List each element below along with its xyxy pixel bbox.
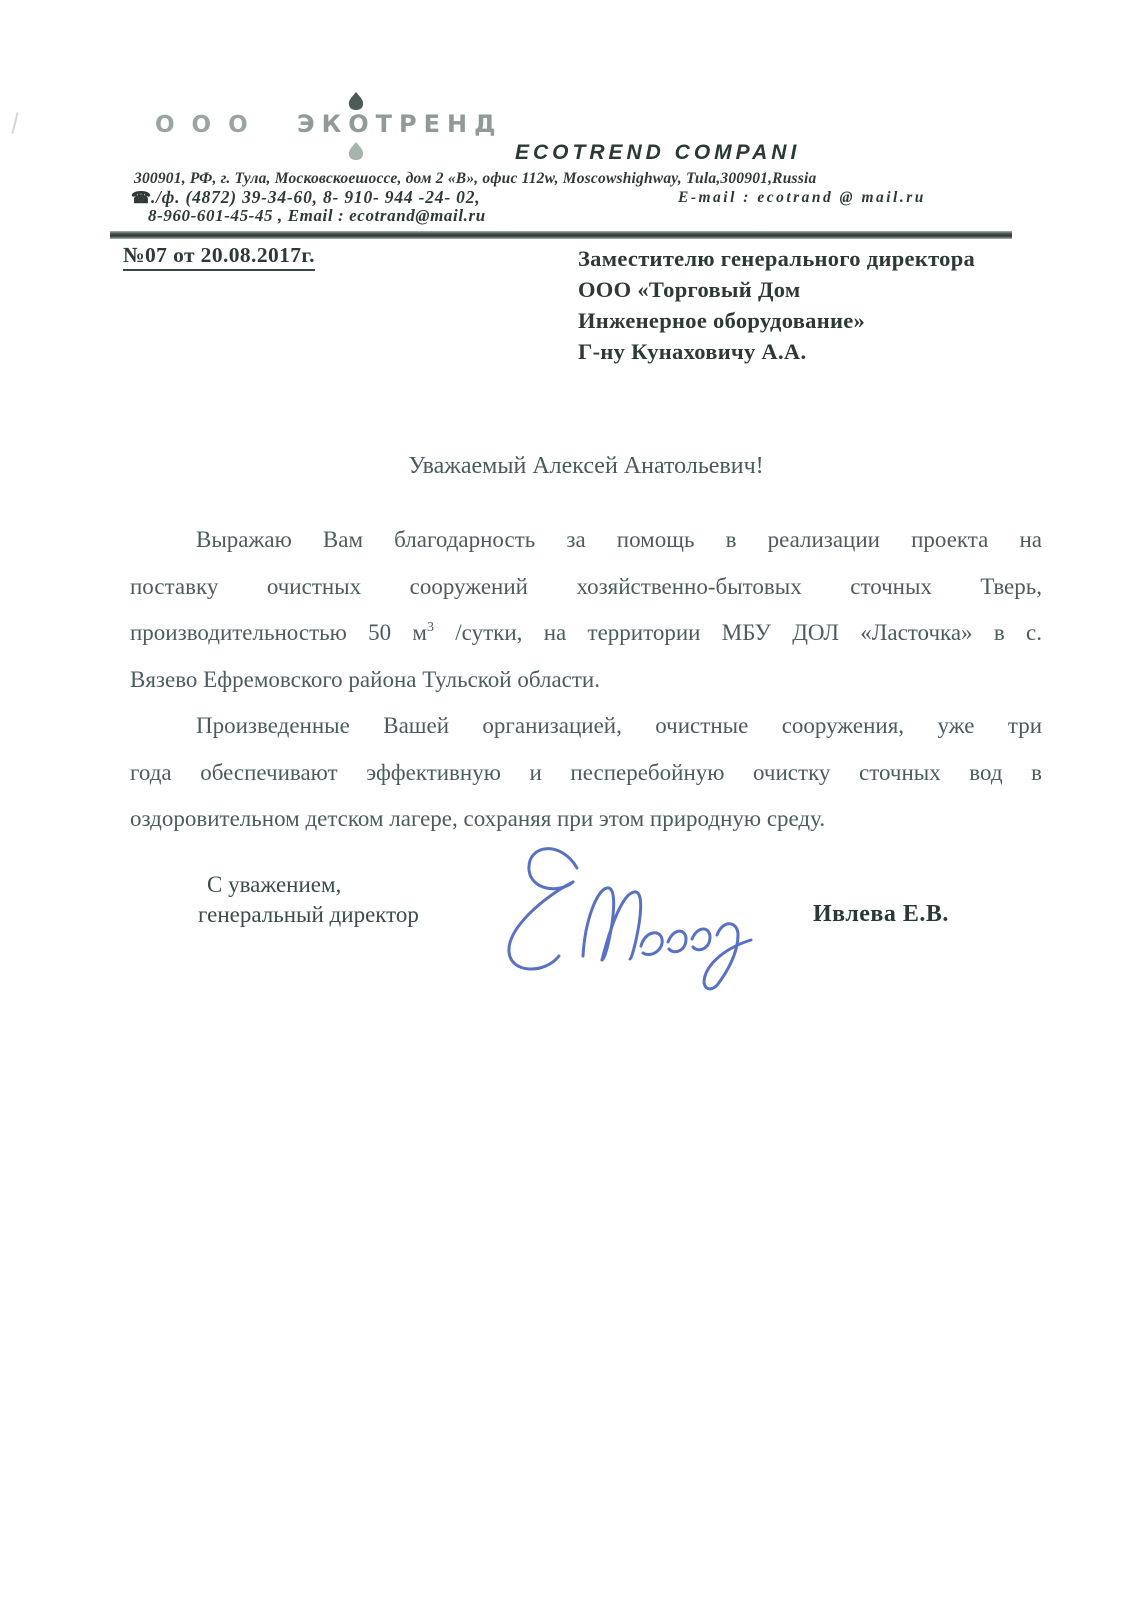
- company-name-en: ECOTREND COMPANI: [515, 141, 801, 164]
- handwritten-signature: [455, 832, 765, 997]
- recipient-line: Заместителю генерального директора: [578, 246, 976, 271]
- reference-number-date: №07 от 20.08.2017г.: [123, 243, 315, 271]
- phone-fax-text: ./ф. (4872) 39-34-60, 8- 910- 944 -24- 02,: [150, 187, 481, 207]
- phone-fax-line: [131, 187, 480, 208]
- recipient-line: Инженерное оборудование»: [578, 308, 866, 333]
- body-line: [130, 610, 1042, 657]
- recipient-line: ООО «Торговый Дом: [578, 277, 801, 302]
- body-line: года обеспечивают эффективную и песперебойную очистку сточных вод в: [130, 759, 1042, 785]
- leaf-icon: [345, 141, 367, 161]
- scan-artifact: [11, 112, 18, 134]
- company-logo: [155, 95, 503, 157]
- email-right: E-mail : ecotrand @ mail.ru: [678, 189, 926, 206]
- body-line: Произведенные Вашей организацией, очистные сооружения, уже три: [196, 713, 1042, 738]
- body-line: Выражаю Вам благодарность за помощь в реализации проекта на: [196, 527, 1042, 552]
- superscript-3: 3: [426, 620, 434, 635]
- phone-email-line2: 8-960-601-45-45 , Email : ecotrand@mail.ru: [148, 206, 486, 225]
- phone-icon: ☎: [131, 190, 151, 207]
- recipient-line: Г-ну Кунаховичу А.А.: [578, 339, 807, 364]
- signatory-name: Ивлева Е.В.: [813, 901, 949, 927]
- logo-ooo-text: ООО: [155, 112, 265, 138]
- body-line-segment: производительностью 50 м: [130, 620, 427, 645]
- body-line: оздоровительном детском лагере, сохраняя при этом природную среду.: [130, 806, 826, 831]
- closing-regards: С уважением,: [207, 872, 342, 897]
- body-line: поставку очистных сооружений хозяйственно-бытовых сточных Тверь,: [130, 573, 1042, 599]
- company-address: 300901, РФ, г. Тула, Московскоешоссе, дом 2 «В», офис 112w, Moscowshighway, Tula,300901,Russia: [134, 170, 817, 187]
- header-divider-rule: [110, 231, 1012, 239]
- closing-title: генеральный директор: [198, 902, 419, 927]
- recipient-block: [578, 243, 1028, 367]
- salutation: Уважаемый Алексей Анатольевич!: [408, 453, 764, 479]
- letter-body: [130, 451, 1042, 843]
- body-line: Вязево Ефремовского района Тульской области.: [130, 666, 600, 692]
- logo-company-text: ЭКОТРЕНД: [297, 110, 503, 138]
- body-line-segment: /сутки, на территории МБУ ДОЛ «Ласточка» в с.: [433, 620, 1042, 645]
- leaf-icon: [345, 91, 367, 111]
